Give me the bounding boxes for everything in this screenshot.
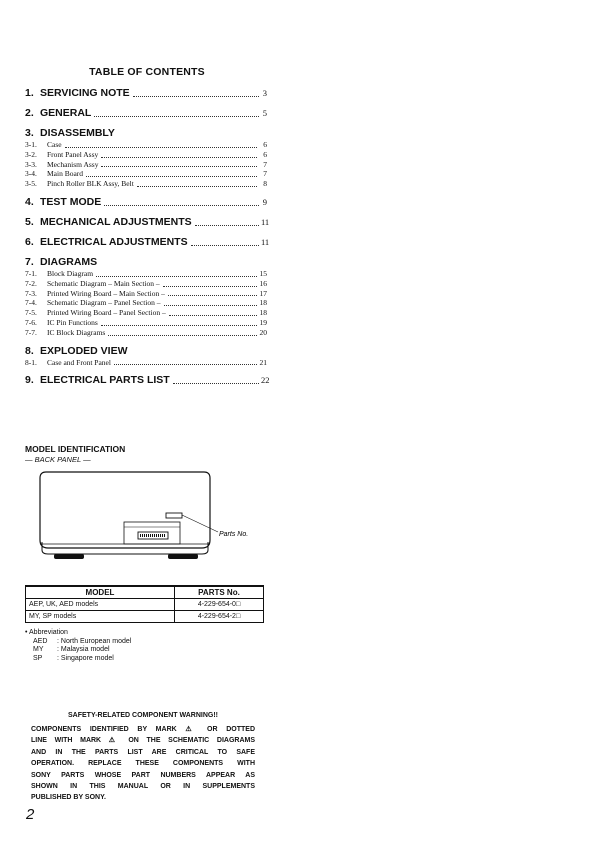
toc-subitem — [25, 279, 267, 289]
subitem-label: Main Board — [47, 169, 84, 179]
section-label: EXPLODED VIEW — [40, 344, 128, 357]
dot-leader — [94, 115, 259, 117]
subitem-page: 7 — [263, 159, 267, 169]
dot-leader — [195, 224, 259, 226]
toc-section-heading — [25, 374, 270, 387]
section-number: 5. — [25, 215, 34, 228]
back-panel-diagram — [36, 470, 266, 572]
model-header: MODEL — [26, 586, 175, 599]
model-table — [25, 585, 264, 623]
toc-section-heading — [25, 256, 267, 269]
section-label: MECHANICAL ADJUSTMENTS — [40, 215, 192, 228]
dot-leader — [114, 363, 257, 365]
dot-leader — [173, 382, 259, 384]
parts-label-plate — [166, 513, 182, 518]
warning-line: SHOWN IN THIS MANUAL OR IN SUPPLEMENTS — [31, 783, 255, 791]
dot-leader — [101, 165, 257, 167]
toc-section-heading — [25, 196, 267, 209]
section-label: DISASSEMBLY — [40, 127, 115, 139]
dot-leader — [169, 314, 257, 316]
abbreviation-list — [25, 629, 131, 663]
dot-leader — [108, 334, 257, 336]
toc-section-heading — [25, 107, 267, 120]
section-label: SERVICING NOTE — [40, 87, 130, 99]
subitem-label: Case — [47, 140, 62, 149]
subitem-number: 3-2. — [25, 149, 37, 159]
subitem-label: Printed Wiring Board – Main Section – — [47, 288, 165, 298]
dot-leader — [86, 175, 257, 177]
model-cell: AEP, UK, AED models — [26, 599, 175, 611]
section-page: 3 — [262, 88, 267, 98]
parts-no-callout: Parts No. — [219, 531, 249, 538]
toc-title: TABLE OF CONTENTS — [89, 66, 205, 78]
subitem-label: IC Pin Functions — [47, 317, 98, 327]
subitem-label: Printed Wiring Board – Panel Section – — [47, 308, 166, 318]
toc-section — [25, 196, 267, 209]
table-row — [26, 599, 264, 611]
warning-line: OPERATION. REPLACE THESE COMPONENTS WITH — [31, 760, 255, 768]
toc-section — [25, 374, 270, 387]
section-number: 9. — [25, 374, 34, 387]
cabinet-outline — [40, 472, 210, 548]
toc-section-heading — [25, 215, 270, 229]
warning-line: AND IN THE PARTS LIST ARE CRITICAL TO SAFE — [31, 748, 255, 756]
section-label: ELECTRICAL PARTS LIST — [40, 374, 170, 387]
subitem-page: 15 — [259, 268, 267, 278]
subitem-label: Block Diagram — [47, 268, 94, 278]
toc-section — [25, 127, 267, 189]
subitem-page: 6 — [263, 149, 267, 159]
warning-line: COMPONENTS IDENTIFIED BY MARK ⚠ OR DOTTED — [31, 726, 255, 733]
toc-subitem — [25, 269, 267, 279]
subitem-number: 3-1. — [25, 140, 37, 149]
dot-leader — [101, 324, 257, 326]
dot-leader — [104, 204, 259, 206]
section-label: TEST MODE — [40, 195, 102, 208]
toc-subitem — [25, 150, 267, 160]
subitem-number: 7-3. — [25, 288, 37, 298]
list-item: SP : Singapore model — [33, 654, 114, 662]
section-number: 8. — [25, 344, 34, 357]
toc-section — [25, 235, 270, 249]
subitem-number: 8-1. — [25, 357, 37, 367]
subitem-page: 18 — [259, 298, 267, 308]
model-cell: MY, SP models — [26, 611, 175, 623]
toc-section — [25, 215, 270, 229]
subitem-page: 7 — [263, 169, 267, 179]
warning-line: PUBLISHED BY SONY. — [31, 794, 106, 802]
toc-subitem — [25, 140, 267, 150]
subitem-page: 19 — [259, 317, 267, 327]
toc-section — [25, 107, 267, 120]
toc-section-heading — [25, 345, 267, 358]
table-row — [26, 611, 264, 623]
section-label: GENERAL — [40, 107, 92, 119]
section-page: 22 — [261, 375, 270, 386]
toc-section-heading — [25, 127, 267, 140]
subitem-label: Schematic Diagram – Main Section – — [47, 278, 160, 288]
section-number: 4. — [25, 195, 34, 208]
dot-leader — [163, 285, 257, 287]
safety-warning-body — [31, 724, 255, 804]
subitem-page: 16 — [259, 278, 267, 288]
subitem-page: 21 — [259, 357, 267, 367]
safety-warning-title: SAFETY-RELATED COMPONENT WARNING!! — [68, 712, 218, 719]
dot-leader — [96, 275, 257, 277]
subitem-label: Schematic Diagram – Panel Section – — [47, 298, 161, 308]
page-number: 2 — [26, 806, 35, 823]
toc-subitem — [25, 169, 267, 179]
toc-subitem — [25, 308, 267, 318]
dot-leader — [133, 95, 259, 97]
subitem-number: 7-1. — [25, 268, 37, 278]
warning-line: SONY PARTS WHOSE PART NUMBERS APPEAR AS — [31, 771, 255, 779]
warning-line: LINE WITH MARK ⚠ ON THE SCHEMATIC DIAGRAMS — [31, 737, 255, 745]
parts-no-cell: 4-229-654-0□ — [175, 599, 264, 611]
dot-leader — [101, 156, 257, 158]
toc-subitem — [25, 160, 267, 170]
subitem-number: 7-2. — [25, 278, 37, 288]
toc-subitem — [25, 328, 267, 338]
toc-subitem — [25, 298, 267, 308]
dot-leader — [164, 304, 257, 306]
subitem-label: IC Block Diagrams — [47, 327, 106, 337]
section-number: 3. — [25, 127, 34, 139]
subitem-number: 7-6. — [25, 317, 37, 327]
dot-leader — [65, 146, 257, 148]
right-foot — [168, 554, 198, 559]
parts-no-cell: 4-229-654-2□ — [175, 611, 264, 623]
list-item: AED : North European model — [33, 637, 132, 645]
subitem-page: 17 — [259, 288, 267, 298]
leader-line — [182, 515, 218, 532]
section-page: 5 — [262, 108, 267, 118]
section-number: 2. — [25, 107, 34, 119]
toc-section — [25, 345, 267, 368]
left-foot — [54, 554, 84, 559]
section-label: DIAGRAMS — [40, 255, 98, 268]
subitem-number: 3-4. — [25, 169, 37, 179]
dot-leader — [137, 185, 257, 187]
table-of-contents — [25, 87, 270, 394]
section-page: 11 — [261, 216, 270, 227]
section-page: 11 — [261, 236, 270, 247]
dot-leader — [168, 294, 257, 296]
dot-leader — [191, 244, 259, 246]
section-number: 1. — [25, 87, 34, 99]
subitem-number: 7-5. — [25, 308, 37, 318]
section-label: ELECTRICAL ADJUSTMENTS — [40, 235, 188, 248]
list-item: MY : Malaysia model — [33, 646, 110, 654]
toc-subitem — [25, 179, 267, 189]
toc-section — [25, 87, 267, 100]
toc-section-heading — [25, 87, 267, 100]
subitem-page: 20 — [259, 327, 267, 337]
subitem-number: 3-3. — [25, 159, 37, 169]
back-panel-subtitle: — BACK PANEL — — [25, 455, 91, 464]
subitem-label: Mechanism Assy — [47, 159, 99, 169]
subitem-label: Front Panel Assy — [47, 149, 99, 159]
section-number: 7. — [25, 255, 34, 268]
subitem-label: Pinch Roller BLK Assy, Belt — [47, 179, 134, 189]
section-number: 6. — [25, 235, 34, 248]
subitem-page: 6 — [263, 140, 267, 149]
toc-section-heading — [25, 235, 270, 249]
subitem-number: 3-5. — [25, 179, 37, 189]
subitem-page: 18 — [259, 308, 267, 318]
parts-no-header: PARTS No. — [175, 586, 264, 599]
subitem-number: 7-7. — [25, 327, 37, 337]
section-page: 9 — [262, 196, 267, 207]
subitem-label: Case and Front Panel — [47, 357, 111, 367]
subitem-page: 8 — [263, 179, 267, 189]
abbreviation-title: • Abbreviation — [25, 629, 68, 636]
toc-subitem — [25, 358, 267, 368]
toc-subitem — [25, 318, 267, 328]
model-identification-title: MODEL IDENTIFICATION — [25, 444, 126, 454]
subitem-number: 7-4. — [25, 298, 37, 308]
toc-subitem — [25, 289, 267, 299]
toc-section — [25, 256, 267, 338]
